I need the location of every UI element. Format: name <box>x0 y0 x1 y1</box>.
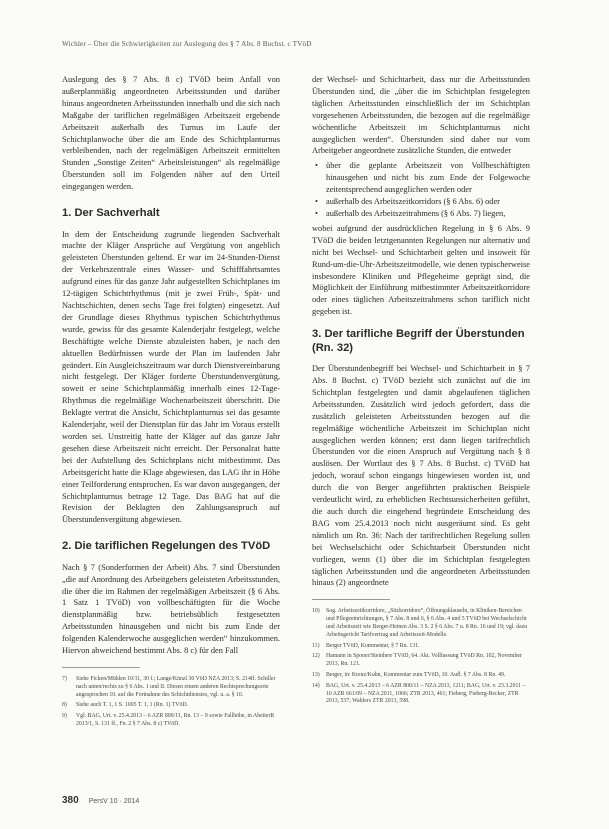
footnote: 10) Sog. Arbeitszeitkorridore, „Sitzkorridore“, Öffnungsklauseln, in Kliniken-Bereichen und Pflegeeinrichtungen, § 7 Abs. 8 und 6, § 6 Abs. 4 und 5 TVöD bei Wechselschicht und Arbeitszeit wie Berger-Heinen Abs. 3 S. 2 § 6 Abs. 7 u. 8 Rn. 16 und 19; vgl. dazu Arbeitsgericht Tarifvertrag und Arbeitszeit-Modelle. <box>312 608 528 638</box>
footnote: 7) Siehe Ficken/Mühlen 10/11, 30 f.; Lange/Künzl 30 VöD NZA 2013; S. 214ff. Schiller nach unten/rechts zu § 6 Abs. 1 und II. Diesen einem anderen Rechtsprechungsorte angesprochen 10. auf die Fortnahme des Schichtdienstes, vgl. u. a. § 10. <box>62 675 276 698</box>
page-footer <box>62 795 139 809</box>
section-heading-sachverhalt: 1. Der Sachverhalt <box>62 207 160 220</box>
list-item: • außerhalb des Arbeitszeitkorridors (§ 6 Abs. 6) oder <box>326 196 530 208</box>
page-number: 380 <box>62 795 79 806</box>
footnote-divider <box>62 667 140 668</box>
sachverhalt-paragraph: In dem der Entscheidung zugrunde liegenden Sachverhalt machte der Kläger Ansprüche auf Vergütung von angeblich geleisteten Überstunden geltend. Er war im 24-Stunden-Dienst der Verkehrszentrale eines Wasser- und Schifffahrtsamtes aufgrund eines für das ganze Jahr aufgestellten Schichtplanes im 12-tägigen Schichtrhythmus (mit je zwei Früh-, Spät- und Nachtschichten, denen sechs Tage frei folgten) eingesetzt. Auf der Grundlage dieses Rhythmus typischen Schichtrhythmus wurde, gewiss für das gesamte Kalenderjahr festgelegt, welche Beschäftigte welche Dienste abzuleisten haben, je nach den aktuellen Bedürfnissen wurde der Plan im laufenden Jahr geändert. Ein Ausgleichszeitraum war durch Dienstvereinbarung nicht festgelegt. Der Kläger forderte Überstundenvergütung, soweit er seine Schichtplanmäßig innerhalb eines 12-Tage-Rhythmus die regelmäßige Wochenarbeitszeit überschritt. Die Beklagte vertrat die Ansicht, Schichtplanturnus sei das gesamte Kalenderjahr, weil der Dienstplan für das Jahr im Voraus erstellt worden sei. Unstreitig hatte der Kläger auf das ganze Jahr gesehen diese Arbeitszeit nicht erreicht. Der Personalrat hatte bei der Aufstellung des Schichtplans nicht mitbestimmt. Das Arbeitsgericht hatte die Klage abgewiesen, das LAG ihr in Höhe einer Teilforderung entsprochen. Es war davon ausgegangen, der Schichtplanturnus betrage 12 Tage. Das BAG hat auf die Revision der Beklagten den Zahlungsanspruch auf Überstundenvergütung abgewiesen. <box>62 229 280 525</box>
list-item: • über die geplante Arbeitszeit von Vollbeschäftigten hinausgehen und nicht bis zum Ende der Folgewoche zeitentsprechend ausgeglichen werden oder <box>326 160 530 196</box>
section-heading-tarifliche-regelungen: 2. Die tariflichen Regelungen des TVöD <box>62 540 271 553</box>
footnote: 12) Hamann in Sponer/Steinherr TVöD, 64. Akt. Vollfassung TVöD Rn. 102, November 2013, Rn. 121. <box>312 653 522 668</box>
footnote: 11) Berger TVöD, Kommentar, § 7 Rn. 131. <box>312 642 420 649</box>
right-column <box>312 74 530 709</box>
overtime-conditions-list <box>312 160 530 220</box>
left-column <box>62 74 280 732</box>
ueberstunden-paragraph: Der Überstundenbegriff bei Wechsel- und Schichtarbeit in § 7 Abs. 8 Buchst. c) TVöD bezieht sich zunächst auf die im Schichtplan festgelegten und damit abgelaufenen täglichen Arbeitsstunden. Zusätzlich wird jedoch gefordert, dass die zusätzlich geleisteten Arbeitsstunden bezogen auf die regelmäßige wöchentliche Arbeitszeit im Schichtplan nicht ausgeglichen werden können; erst dann liegen tarifrechtlich Überstunden vor die einen Anspruch auf Vergütung nach § 8 auslösen. Der Wortlaut des § 7 Abs. 8 Buchst. c) TVöD hat jedoch, worauf schon eingangs hingewiesen worden ist, und durch die von Berger angeführten praktischen Beispiele verdeutlicht wird, zu erheblichen Rechtsunsicherheiten geführt, die auch durch die eingehend begründete Entscheidung des BAG vom 25.4.2013 noch nicht ausgeräumt sind. Es geht nämlich um Rn. 36: Nach der tarifrechtlichen Regelung sollen bei Wechselschicht oder Schichtarbeit Überstunden nicht vorliegen, wenn (1) über die im Schichtplan festgelegten täglichen Arbeitsstunden und die angeordneten Arbeitsstunden hinaus (2) angeordnete <box>312 364 530 588</box>
wechselschicht-paragraph: der Wechsel- und Schichtarbeit, dass nur die Arbeitsstunden Überstunden sind, die „über die im Schichtplan festgelegten täglichen Arbeitsstunden einschließlich der im Schichtplan vorgesehenen Arbeitsstunden, die bezogen auf die regelmäßige wöchentliche Arbeitszeit im Schichtplanturnus nicht ausgeglichen werden“. Überstunden sind daher nur vom Arbeitgeber angeordnete zusätzliche Stunden, die entweder <box>312 75 530 156</box>
footnote-divider <box>312 599 390 600</box>
footnote: 14) BAG, Urt. v. 25.4.2013 – 6 AZR 800/11 – NZA 2013, 1211; BAG, Urt. v. 23.3.2011 – 10 AZR 661/09 – NZA 2011, 1066; ZTR 2013, 461; Fieberg, Fieberg-Becker, ZTR 2013, 537; Wahlers ZTR 2013, 598. <box>312 682 526 705</box>
running-head: Wichler – Über die Schwierigkeiten zur Auslegung des § 7 Abs. 8 Buchst. c TVöD <box>62 40 312 48</box>
footnote: 13) Berger, in: Kreuz/Kuhn, Kommentar zum TVöD, 10. Aufl. § 7 Abs. 8 Rn. 49. <box>312 671 506 678</box>
intro-paragraph: Auslegung des § 7 Abs. 8 c) TVöD beim Anfall von außerplanmäßig angeordneten Arbeitsstunden und darüber hinaus angeordneten Arbeitsstunden innerhalb und die sich nach Maßgabe der tariflichen regelmäßigen Arbeitszeit ergebende Arbeitszeit außerhalb des Turnus im Laufe der Schichtplanwoche über die am Ende des Schichtplanturnus verbleibenden, nach der regelmäßigen Arbeitszeit ermittelten Stunden „Sonstige Zeiten“ Arbeitsleistungen“ als regelmäßige Überstunden soll im Folgenden näher auf den Urteil eingegangen werden. <box>62 75 280 192</box>
journal-citation: PersV 10 · 2014 <box>88 798 140 805</box>
arbeitszeitmodelle-paragraph: wobei aufgrund der ausdrücklichen Regelung in § 6 Abs. 9 TVöD die beiden letztgenannten Regelungen nur alternativ und nicht bei Wechsel- und Schichtarbeit gelten und insoweit für Rund-um-die-Uhr-Arbeitszeitmodelle, wie denen typischerweise insbesondere Kliniken und Pflegeheime geprägt sind, die Möglichkeit der Einführung mitbestimmter Arbeitszeitkorridore oder eines täglichen Arbeitszeitrahmens schon tariflich nicht gegeben ist. <box>312 223 530 317</box>
list-item: • außerhalb des Arbeitszeitrahmens (§ 6 Abs. 7) liegen, <box>326 208 530 220</box>
footnote: 8) Siehe auch T. 1, 1 S. 1005 T. 1, 1 (Rn. 1) TVöD. <box>62 702 189 709</box>
regelungen-paragraph: Nach § 7 (Sonderformen der Arbeit) Abs. 7 sind Überstunden „die auf Anordnung des Arbeitgebers geleisteten Arbeitsstunden, die über die im Rahmen der regelmäßigen Arbeitszeit (§ 6 Abs. 1 Satz 1 TVöD) von vollbeschäftigten für die Woche dienstplanmäßig bzw. betriebsüblich festgesetzten Arbeitsstunden hinausgehen und nicht bis zum Ende der folgenden Kalenderwoche ausgeglichen werden“ hinzukommen. Hiervon abweichend bestimmt Abs. 8 c) für den Fall <box>62 562 280 656</box>
section-heading-ueberstunden: 3. Der tarifliche Begriff der Überstunden (Rn. 32) <box>312 328 525 354</box>
footnote: 9) Vgl. BAG, Urt. v. 25.4.2013 – 6 AZR 800/11, Rn. 13 – 9 sowie Fallhöhe, in AbeiterR 2013/1, S. 131 ff., Fn. 2 § 7 Abs. 8 c) TVöD. <box>62 713 275 727</box>
